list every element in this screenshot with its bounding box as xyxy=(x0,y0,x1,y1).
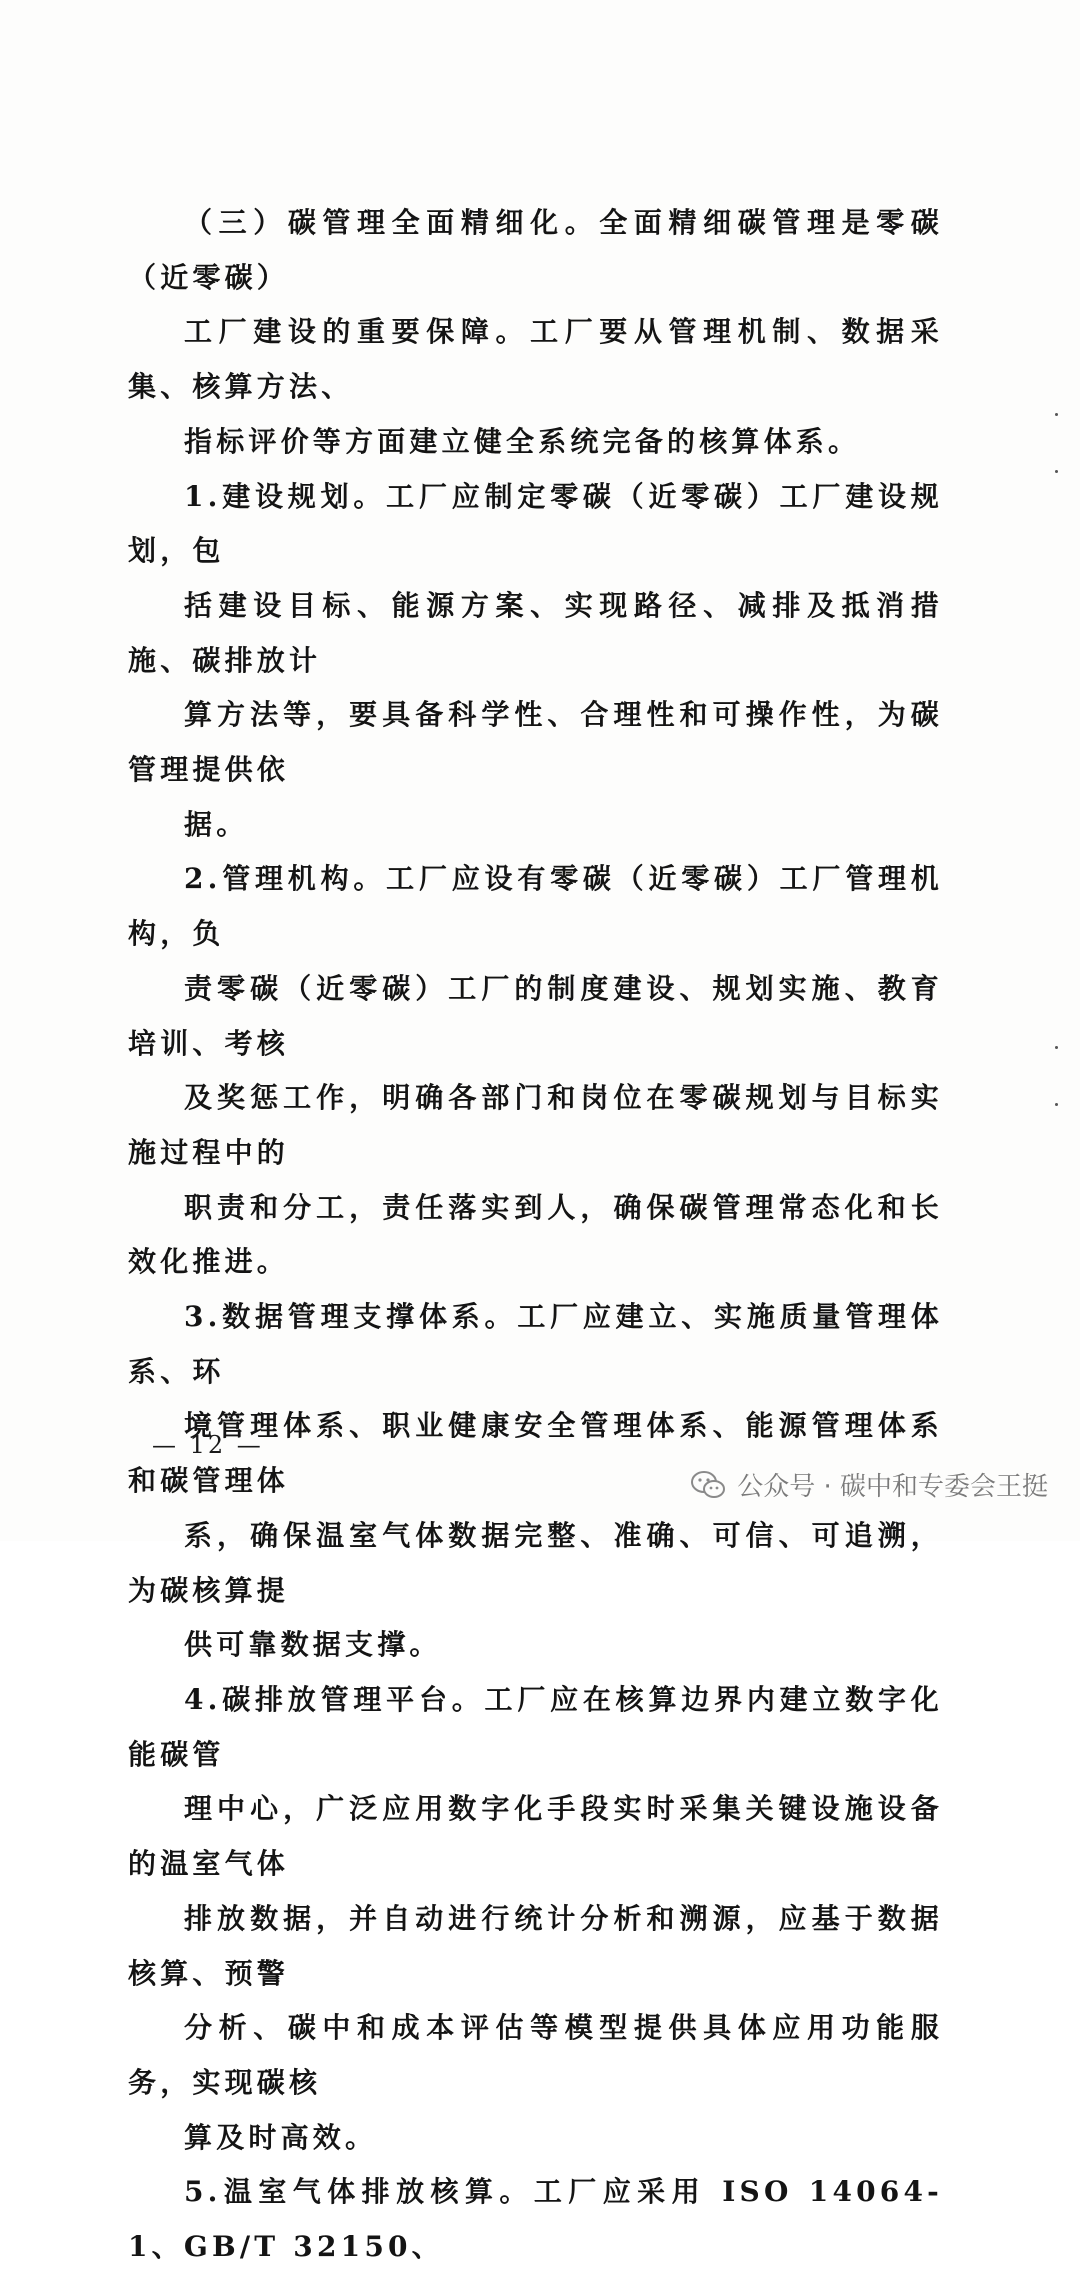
text-line: 括建设目标、能源方案、实现路径、减排及抵消措施、碳排放计 xyxy=(128,588,943,677)
paragraph-emission-platform xyxy=(128,1673,943,2165)
text-line: 4.碳排放管理平台。工厂应在核算边界内建立数字化能碳管 xyxy=(128,1682,943,1771)
page-number: — 12 — xyxy=(152,1431,264,1459)
text-line: （三）碳管理全面精细化。全面精细碳管理是零碳（近零碳） xyxy=(128,206,943,294)
document-body xyxy=(128,196,943,2275)
text-line: 1.建设规划。工厂应制定零碳（近零碳）工厂建设规划，包 xyxy=(128,479,943,568)
text-line: 工厂建设的重要保障。工厂要从管理机制、数据采集、核算方法、 xyxy=(128,315,943,404)
text-line: 算及时高效。 xyxy=(184,2120,378,2154)
text-line: 算方法等，要具备科学性、合理性和可操作性，为碳管理提供依 xyxy=(128,698,943,787)
paragraph-ghg-accounting xyxy=(128,2165,943,2274)
text-line: 职责和分工，责任落实到人，确保碳管理常态化和长效化推进。 xyxy=(128,1190,943,1279)
text-line: 系，确保温室气体数据完整、准确、可信、可追溯，为碳核算提 xyxy=(128,1518,943,1607)
watermark xyxy=(691,1466,1048,1503)
text-line: 及奖惩工作，明确各部门和岗位在零碳规划与目标实施过程中的 xyxy=(128,1081,943,1169)
paragraph-management-organization xyxy=(128,852,943,1290)
paragraph-carbon-management xyxy=(128,196,943,470)
text-line: 据。 xyxy=(184,807,249,841)
watermark-text: 公众号 · 碳中和专委会王挺 xyxy=(737,1472,1048,1502)
scan-mark xyxy=(1055,413,1058,416)
text-line: 理中心，广泛应用数字化手段实时采集关键设施设备的温室气体 xyxy=(128,1792,943,1881)
text-line: 责零碳（近零碳）工厂的制度建设、规划实施、教育培训、考核 xyxy=(128,971,943,1060)
text-line: 3.数据管理支撑体系。工厂应建立、实施质量管理体系、环 xyxy=(128,1300,943,1388)
text-line: 5.温室气体排放核算。工厂应采用 ISO 14064-1、GB/T 32150、 xyxy=(128,2175,943,2264)
paragraph-construction-plan xyxy=(128,470,943,853)
text-line: 境管理体系、职业健康安全管理体系、能源管理体系和碳管理体 xyxy=(128,1409,943,1498)
scan-mark xyxy=(1055,1046,1058,1049)
scan-mark xyxy=(1055,470,1058,473)
text-line: 分析、碳中和成本评估等模型提供具体应用功能服务，实现碳核 xyxy=(128,2011,943,2099)
wechat-icon xyxy=(691,1471,725,1499)
text-line: 2.管理机构。工厂应设有零碳（近零碳）工厂管理机构，负 xyxy=(128,862,943,951)
text-line: 供可靠数据支撑。 xyxy=(184,1628,442,1662)
scan-mark xyxy=(1055,1103,1058,1106)
text-line: 指标评价等方面建立健全系统完备的核算体系。 xyxy=(184,424,861,458)
text-line: 排放数据，并自动进行统计分析和溯源，应基于数据核算、预警 xyxy=(128,1901,943,1990)
